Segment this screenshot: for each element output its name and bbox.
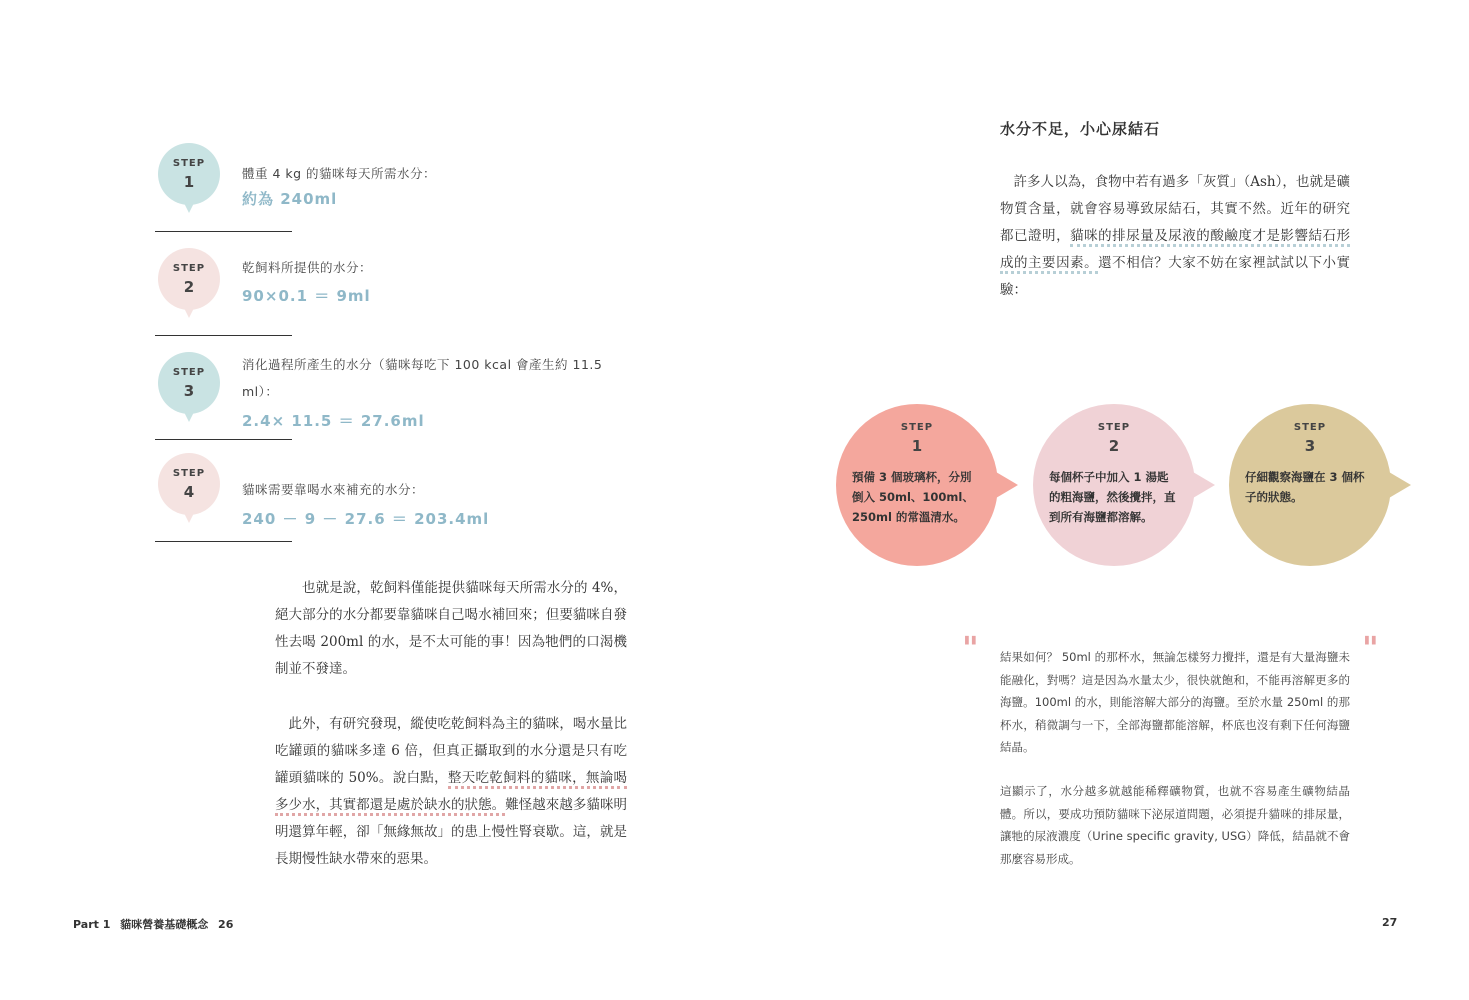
divider: [155, 439, 292, 440]
paragraph-text: 許多人以為，食物中若有過多「灰質」（Ash），也就是礦物質含量，就會容易導致尿結石，其實不然。近年的研究都已證明，: [1000, 174, 1350, 244]
page-footer-left: [73, 916, 239, 932]
chapter-title: 貓咪營養基礎概念: [120, 918, 209, 931]
step-label: STEP: [172, 262, 206, 274]
divider: [155, 541, 292, 542]
step-2-value: 90×0.1 ＝ 9ml: [242, 287, 371, 305]
page-number: 27: [1382, 916, 1398, 929]
step-label: STEP: [172, 467, 206, 479]
step-label: STEP: [900, 422, 934, 433]
step-text: 仔細觀察海鹽在 3 個杯子的狀態。: [1245, 470, 1365, 504]
step-number: 3: [183, 381, 195, 400]
step-1-badge: [158, 143, 220, 205]
part-label: Part 1: [73, 918, 111, 931]
highlighted-text: 整天吃乾飼料的貓咪，無論喝多少水，其實都還是處於缺水的狀態。: [275, 770, 627, 816]
step-number: 4: [183, 482, 195, 501]
page-number: 26: [218, 918, 234, 931]
step-text: 預備 3 個玻璃杯，分別倒入 50ml、100ml、250ml 的常溫清水。: [852, 470, 974, 524]
step-4-description: 貓咪需要靠喝水來補充的水分：: [242, 482, 425, 497]
step-1-description: 體重 4 kg 的貓咪每天所需水分：: [242, 166, 437, 181]
paragraph-text: 此外，有研究發現，縱使吃乾飼料為主的貓咪，喝水量比吃罐頭的貓咪多達 6 倍，但真正攝取到的水分還是只有吃罐頭貓咪的 50%。說白點，: [275, 716, 627, 786]
quote-paragraph-2: 這顯示了，水分越多就越能稀釋礦物質，也就不容易產生礦物結晶體。所以，要成功預防貓咪下泌尿道問題，必須提升貓咪的排尿量，讓牠的尿液濃度（Urine specific gravity, USG）降低，結晶就不會那麼容易形成。: [1000, 784, 1350, 866]
step-2-description: 乾飼料所提供的水分：: [242, 260, 373, 275]
step-3-badge: [158, 352, 220, 414]
step-4-value: 240 － 9 － 27.6 ＝ 203.4ml: [242, 510, 490, 528]
step-1-value: 約為 240ml: [242, 190, 338, 208]
step-text: 每個杯子中加入 1 湯匙的粗海鹽，然後攪拌，直到所有海鹽都溶解。: [1049, 470, 1176, 524]
highlighted-text: 貓咪的排尿量及尿液的酸鹼度才是影響結石形成的主要因素。: [1000, 228, 1350, 274]
paragraph-text: 還不相信？大家不妨在家裡試試以下小實驗：: [1000, 255, 1351, 298]
step-label: STEP: [1097, 422, 1131, 433]
body-paragraph-2: [275, 711, 627, 873]
step-number: 1: [183, 172, 195, 191]
step-3-value: 2.4× 11.5 ＝ 27.6ml: [242, 412, 425, 430]
step-number: 1: [911, 437, 923, 455]
divider: [155, 335, 292, 336]
section-heading: 水分不足，小心尿結石: [1000, 120, 1161, 138]
open-quote-icon: ": [962, 629, 979, 667]
step-label: STEP: [172, 157, 206, 169]
step-number: 3: [1304, 437, 1316, 455]
step-label: STEP: [1293, 422, 1327, 433]
body-paragraph-1: 也就是說，乾飼料僅能提供貓咪每天所需水分的 4%，絕大部分的水分都要靠貓咪自己喝水補回來；但要貓咪自發性去喝 200ml 的水，是不太可能的事！因為牠們的口渴機制並不發達。: [275, 580, 627, 677]
experiment-step-2-bubble: [1033, 404, 1195, 566]
step-label: STEP: [172, 366, 206, 378]
experiment-step-3-bubble: [1229, 404, 1391, 566]
step-2-badge: [158, 248, 220, 310]
step-number: 2: [1108, 437, 1120, 455]
intro-paragraph: [1000, 169, 1350, 304]
close-quote-icon: ": [1362, 629, 1379, 667]
quote-paragraph-1: 結果如何？ 50ml 的那杯水，無論怎樣努力攪拌，還是有大量海鹽未能融化，對嗎？這是因為水量太少，很快就飽和，不能再溶解更多的海鹽。100ml 的水，則能溶解大部分的海鹽。至於水量 250ml 的那杯水，稍微調勻一下，全部海鹽都能溶解，杯底也沒有剩下任何海鹽結晶。: [1000, 650, 1350, 754]
paragraph-text: 難怪越來越多貓咪明明還算年輕，卻「無緣無故」的患上慢性腎衰歇。這，就是長期慢性缺水帶來的惡果。: [275, 797, 628, 867]
experiment-step-1-bubble: [836, 404, 998, 566]
step-3-description: 消化過程所產生的水分（貓咪每吃下 100 kcal 會產生約 11.5 ml）：: [242, 357, 603, 399]
divider: [155, 231, 292, 232]
step-number: 2: [183, 277, 195, 296]
step-4-badge: [158, 453, 220, 515]
